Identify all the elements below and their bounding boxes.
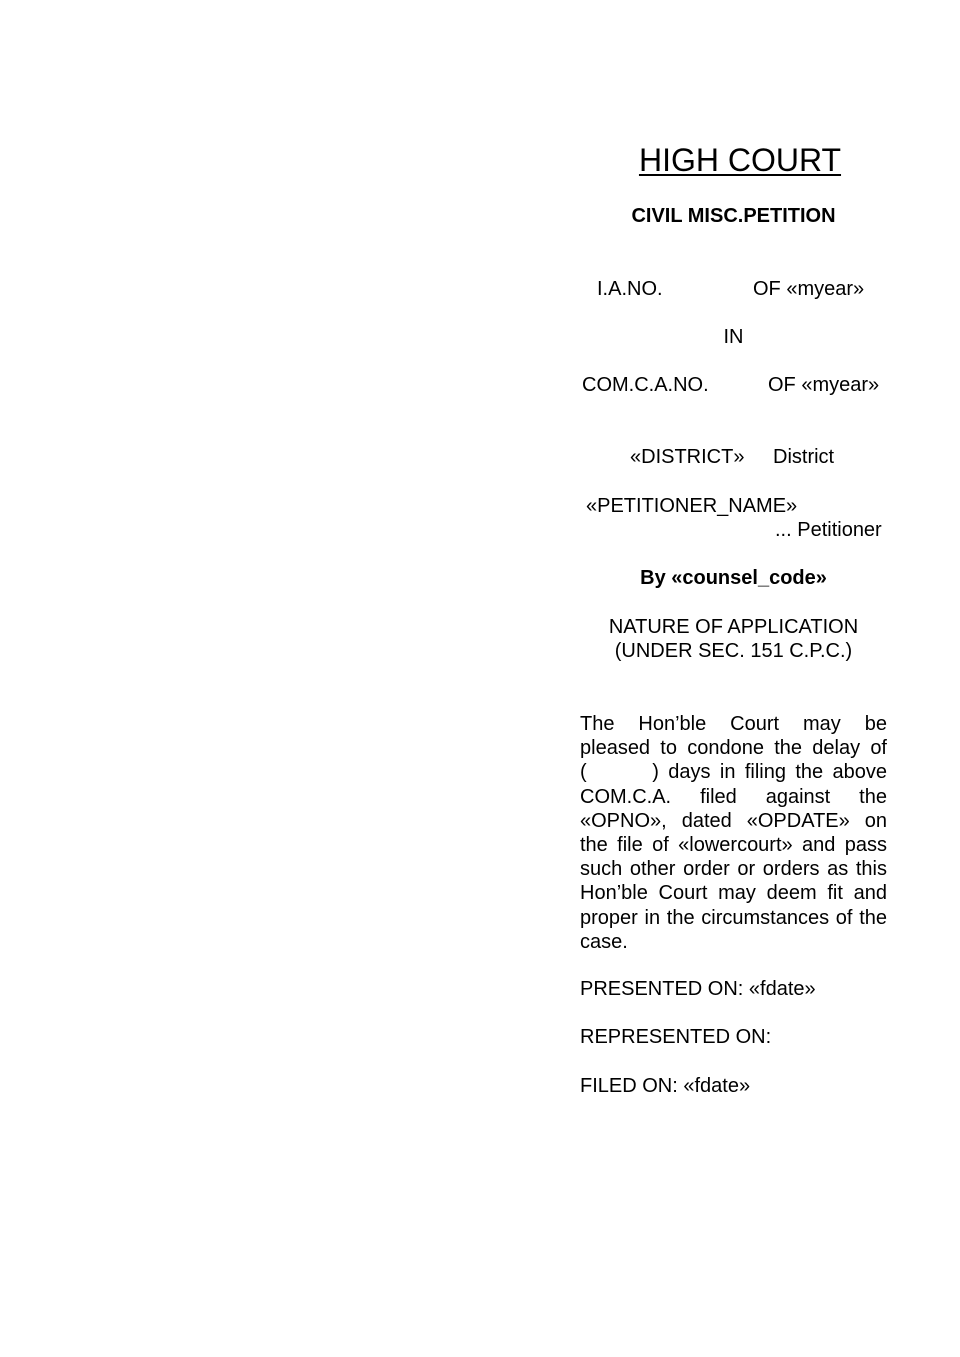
in-label: IN	[723, 326, 744, 348]
filed-on-line: FILED ON: «fdate»	[580, 1075, 751, 1097]
ia-number-label: I.A.NO.	[597, 278, 663, 300]
presented-on-line: PRESENTED ON: «fdate»	[580, 978, 816, 1000]
represented-on-line: REPRESENTED ON:	[580, 1026, 772, 1048]
petitioner-name: «PETITIONER_NAME»	[586, 495, 798, 517]
comca-year-field: OF «myear»	[768, 374, 880, 396]
nature-section: (UNDER SEC. 151 C.P.C.)	[614, 640, 853, 662]
district-suffix: District	[773, 446, 835, 468]
comca-number-label: COM.C.A.NO.	[582, 374, 709, 396]
petitioner-role: ... Petitioner	[775, 519, 882, 541]
nature-heading: NATURE OF APPLICATION	[608, 616, 859, 638]
ia-year-field: OF «myear»	[753, 278, 865, 300]
prayer-paragraph: The Hon’ble Court may be pleased to condone the delay of ( ) days in filing the above COM.C.A. filed against the «OPNO», dated «OPDATE» on the file of «lowercourt» and pass such other order or orders as this Hon’ble Court may deem fit and proper in the circumstances of the case.	[580, 713, 887, 953]
petition-type-heading: CIVIL MISC.PETITION	[631, 205, 836, 227]
counsel-line: By «counsel_code»	[640, 567, 827, 589]
court-title: HIGH COURT	[638, 142, 842, 178]
district-name: «DISTRICT»	[630, 446, 745, 468]
